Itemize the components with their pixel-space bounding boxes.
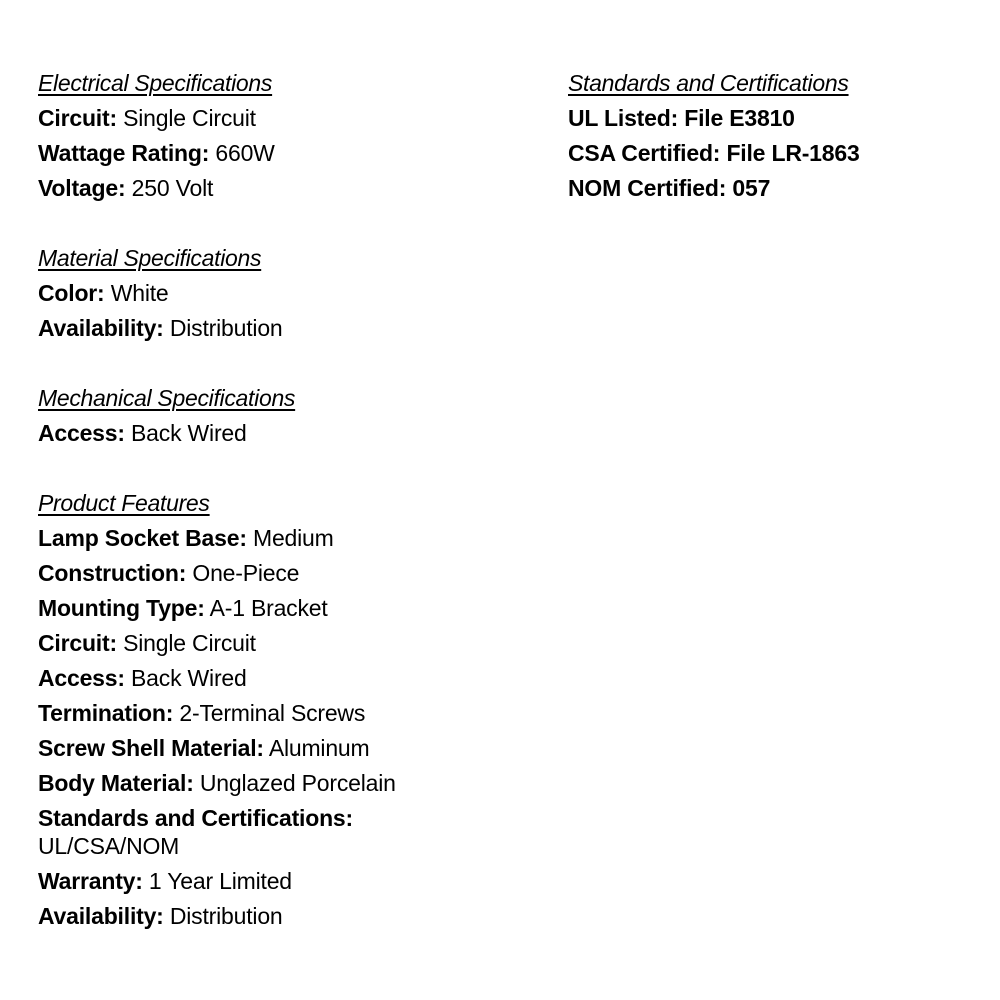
spec-row-access — [38, 416, 498, 451]
feature-label: Termination: — [38, 700, 174, 726]
feature-label: Body Material: — [38, 770, 194, 796]
feature-row-standards-and-certifications — [38, 801, 498, 864]
feature-value: 2-Terminal Screws — [179, 700, 366, 726]
feature-label: Lamp Socket Base: — [38, 525, 247, 551]
spec-value: 660W — [215, 140, 275, 166]
standards-and-certifications-section — [568, 66, 988, 206]
feature-value: One-Piece — [192, 560, 300, 586]
spec-label: Access: — [38, 420, 125, 446]
spec-row-wattage-rating — [38, 136, 498, 171]
spec-label: Color: — [38, 280, 105, 306]
feature-value: Single Circuit — [123, 630, 256, 656]
feature-row-circuit — [38, 626, 498, 661]
right-column — [568, 66, 988, 241]
spec-value: Single Circuit — [123, 105, 256, 131]
feature-value: 1 Year Limited — [148, 868, 292, 894]
section-heading: Mechanical Specifications — [38, 385, 296, 411]
spec-value: 250 Volt — [131, 175, 214, 201]
cert-label: NOM Certified: — [568, 175, 727, 201]
cert-value: File LR-1863 — [726, 140, 860, 166]
feature-value: Back Wired — [131, 665, 247, 691]
spec-row-availability — [38, 311, 498, 346]
feature-label: Screw Shell Material: — [38, 735, 264, 761]
cert-value: 057 — [732, 175, 771, 201]
feature-value: Medium — [253, 525, 334, 551]
feature-row-warranty — [38, 864, 498, 899]
product-features-section — [38, 486, 498, 934]
section-heading: Material Specifications — [38, 245, 262, 271]
feature-label: Standards and Certifications: — [38, 805, 353, 831]
feature-label: Availability: — [38, 903, 164, 929]
cert-row-csa-certified — [568, 136, 988, 171]
section-heading: Electrical Specifications — [38, 70, 273, 96]
spec-row-circuit — [38, 101, 498, 136]
spec-label: Wattage Rating: — [38, 140, 210, 166]
feature-row-availability — [38, 899, 498, 934]
feature-value: Unglazed Porcelain — [199, 770, 396, 796]
feature-label: Access: — [38, 665, 125, 691]
cert-value: File E3810 — [684, 105, 795, 131]
spec-value: Distribution — [169, 315, 283, 341]
spec-row-color — [38, 276, 498, 311]
cert-label: CSA Certified: — [568, 140, 721, 166]
mechanical-specifications-section — [38, 381, 498, 451]
feature-value: Aluminum — [268, 735, 370, 761]
spec-label: Availability: — [38, 315, 164, 341]
section-heading: Product Features — [38, 490, 210, 516]
left-column — [38, 66, 498, 969]
cert-label: UL Listed: — [568, 105, 679, 131]
cert-row-ul-listed — [568, 101, 988, 136]
spec-value: Back Wired — [131, 420, 247, 446]
feature-label: Warranty: — [38, 868, 143, 894]
spec-value: White — [110, 280, 169, 306]
feature-label: Circuit: — [38, 630, 117, 656]
cert-row-nom-certified — [568, 171, 988, 206]
feature-row-construction — [38, 556, 498, 591]
feature-value: A-1 Bracket — [209, 595, 328, 621]
material-specifications-section — [38, 241, 498, 346]
feature-row-screw-shell-material — [38, 731, 498, 766]
feature-label: Construction: — [38, 560, 187, 586]
feature-row-lamp-socket-base — [38, 521, 498, 556]
feature-value: Distribution — [169, 903, 283, 929]
feature-row-termination — [38, 696, 498, 731]
section-heading: Standards and Certifications — [568, 70, 849, 96]
feature-value: UL/CSA/NOM — [38, 833, 180, 859]
spec-label: Voltage: — [38, 175, 126, 201]
feature-row-body-material — [38, 766, 498, 801]
spec-label: Circuit: — [38, 105, 117, 131]
feature-row-mounting-type — [38, 591, 498, 626]
feature-row-access — [38, 661, 498, 696]
feature-label: Mounting Type: — [38, 595, 205, 621]
spec-row-voltage — [38, 171, 498, 206]
electrical-specifications-section — [38, 66, 498, 206]
